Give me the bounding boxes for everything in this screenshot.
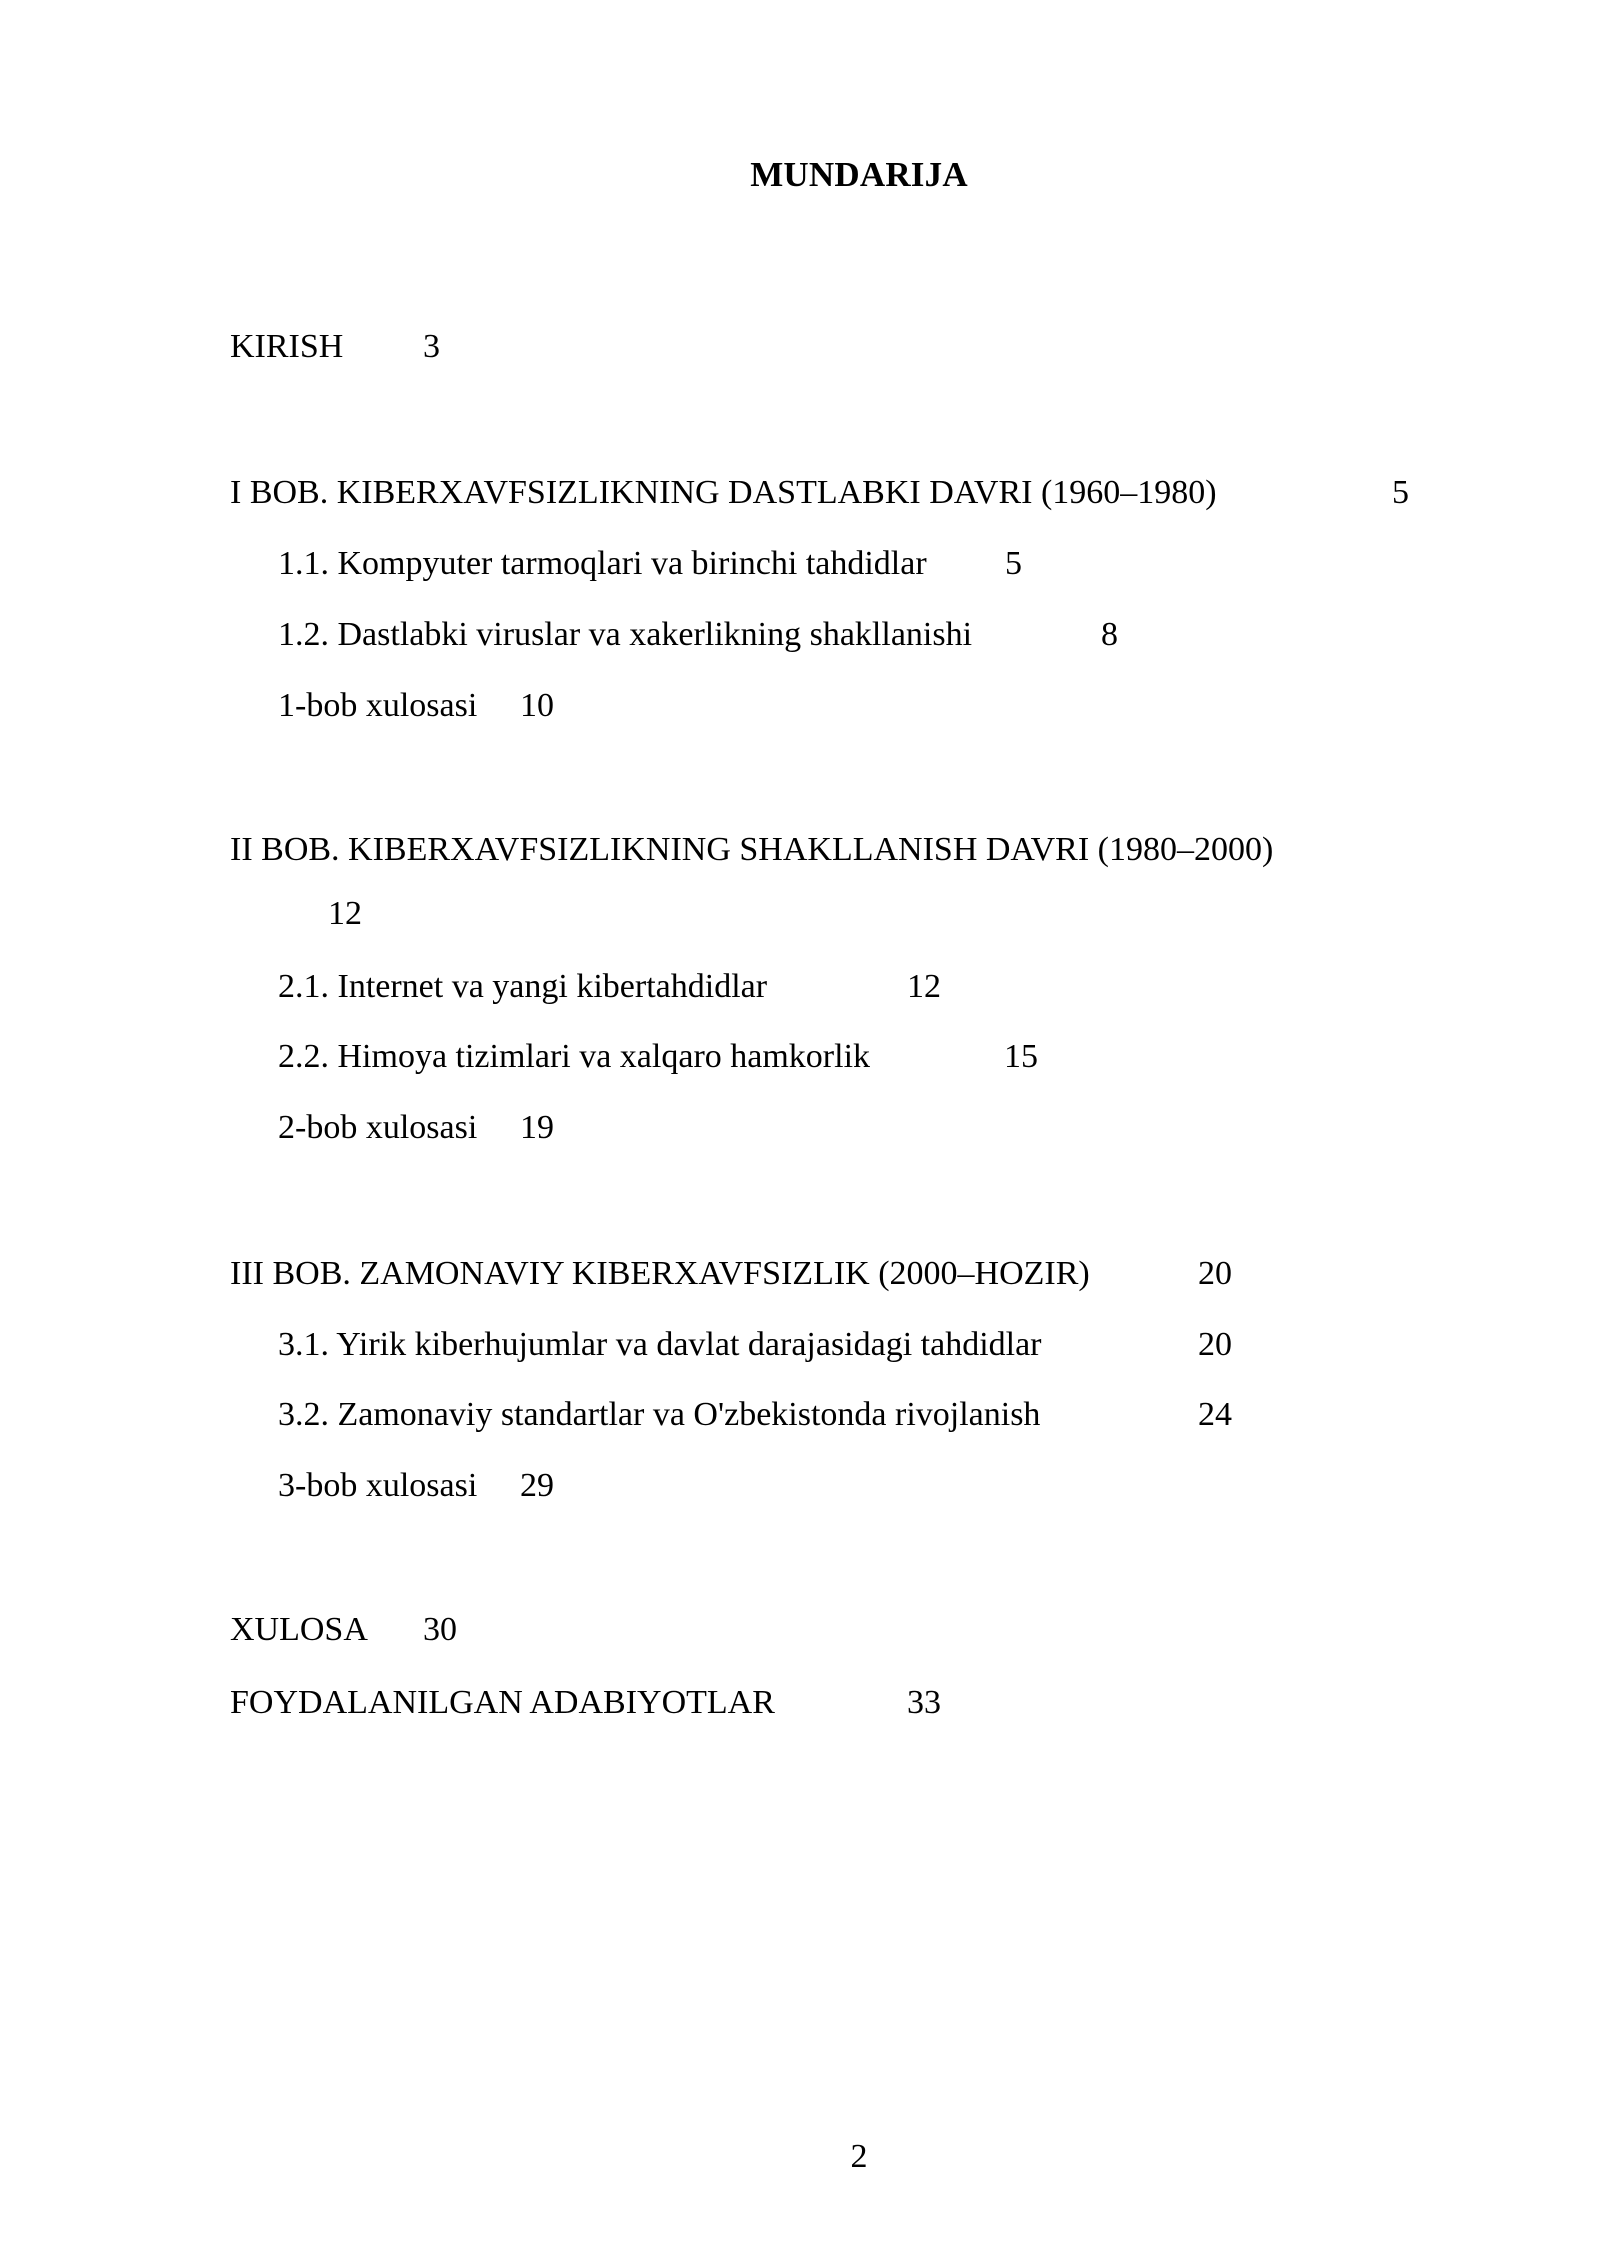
toc-entry-summary-1[interactable] xyxy=(278,689,477,723)
toc-entry-kirish[interactable] xyxy=(230,330,343,364)
toc-entry-page: 29 xyxy=(520,1467,554,1504)
toc-entry-references[interactable] xyxy=(230,1686,775,1720)
toc-entry-conclusion[interactable] xyxy=(230,1613,368,1647)
toc-entry-chapter-1[interactable] xyxy=(230,476,1217,510)
toc-entry-label: 3.1. Yirik kiberhujumlar va davlat darajasidagi tahdidlar xyxy=(278,1326,1042,1363)
toc-entry-label: KIRISH xyxy=(230,328,344,365)
toc-entry-label: 1.1. Kompyuter tarmoqlari va birinchi tahdidlar xyxy=(278,545,927,582)
toc-entry-label: 2.1. Internet va yangi kibertahdidlar xyxy=(278,968,768,1005)
toc-entry-label: 2.2. Himoya tizimlari va xalqaro hamkorlik xyxy=(278,1038,871,1075)
page-number: 2 xyxy=(850,2138,868,2175)
toc-entry-page: 12 xyxy=(907,968,941,1005)
toc-entry-page: 10 xyxy=(520,687,554,724)
toc-entry-page: 5 xyxy=(1005,545,1022,582)
toc-entry-label: FOYDALANILGAN ADABIYOTLAR xyxy=(230,1684,775,1721)
title-wrap xyxy=(0,157,1600,192)
toc-entry-section-1-1[interactable] xyxy=(278,547,927,581)
toc-entry-section-1-2[interactable] xyxy=(278,618,972,652)
toc-entry-label: 2-bob xulosasi xyxy=(278,1109,478,1146)
toc-entry-label: 1-bob xulosasi xyxy=(278,687,478,724)
toc-entry-section-3-2[interactable] xyxy=(278,1398,1040,1432)
toc-entry-page: 19 xyxy=(520,1109,554,1146)
toc-entry-section-2-1[interactable] xyxy=(278,970,767,1004)
toc-entry-label: 3.2. Zamonaviy standartlar va O'zbekistonda rivojlanish xyxy=(278,1396,1041,1433)
toc-entry-label: I BOB. KIBERXAVFSIZLIKNING DASTLABKI DAVRI (1960–1980) xyxy=(230,474,1217,511)
toc-entry-page: 12 xyxy=(328,895,362,932)
toc-entry-summary-3[interactable] xyxy=(278,1469,477,1503)
toc-entry-label: 1.2. Dastlabki viruslar va xakerlikning shakllanishi xyxy=(278,616,973,653)
toc-entry-page: 20 xyxy=(1198,1326,1232,1363)
toc-entry-page: 15 xyxy=(1004,1038,1038,1075)
toc-entry-label: III BOB. ZAMONAVIY KIBERXAVFSIZLIK (2000–HOZIR) xyxy=(230,1255,1090,1292)
toc-entry-section-3-1[interactable] xyxy=(278,1328,1042,1362)
toc-entry-chapter-2[interactable] xyxy=(230,833,1273,867)
toc-entry-section-2-2[interactable] xyxy=(278,1040,870,1074)
toc-entry-label: XULOSA xyxy=(230,1611,368,1648)
toc-entry-page: 5 xyxy=(1392,474,1409,511)
toc-entry-page: 8 xyxy=(1101,616,1118,653)
toc-entry-summary-2[interactable] xyxy=(278,1111,477,1145)
toc-entry-page: 20 xyxy=(1198,1255,1232,1292)
page-title: MUNDARIJA xyxy=(750,155,968,194)
toc-entry-page: 33 xyxy=(907,1684,941,1721)
toc-entry-page: 30 xyxy=(423,1611,457,1648)
toc-entry-label: 3-bob xulosasi xyxy=(278,1467,478,1504)
toc-entry-page: 24 xyxy=(1198,1396,1232,1433)
toc-entry-page: 3 xyxy=(423,328,440,365)
toc-entry-label: II BOB. KIBERXAVFSIZLIKNING SHAKLLANISH DAVRI (1980–2000) xyxy=(230,831,1274,868)
toc-entry-chapter-3[interactable] xyxy=(230,1257,1090,1291)
